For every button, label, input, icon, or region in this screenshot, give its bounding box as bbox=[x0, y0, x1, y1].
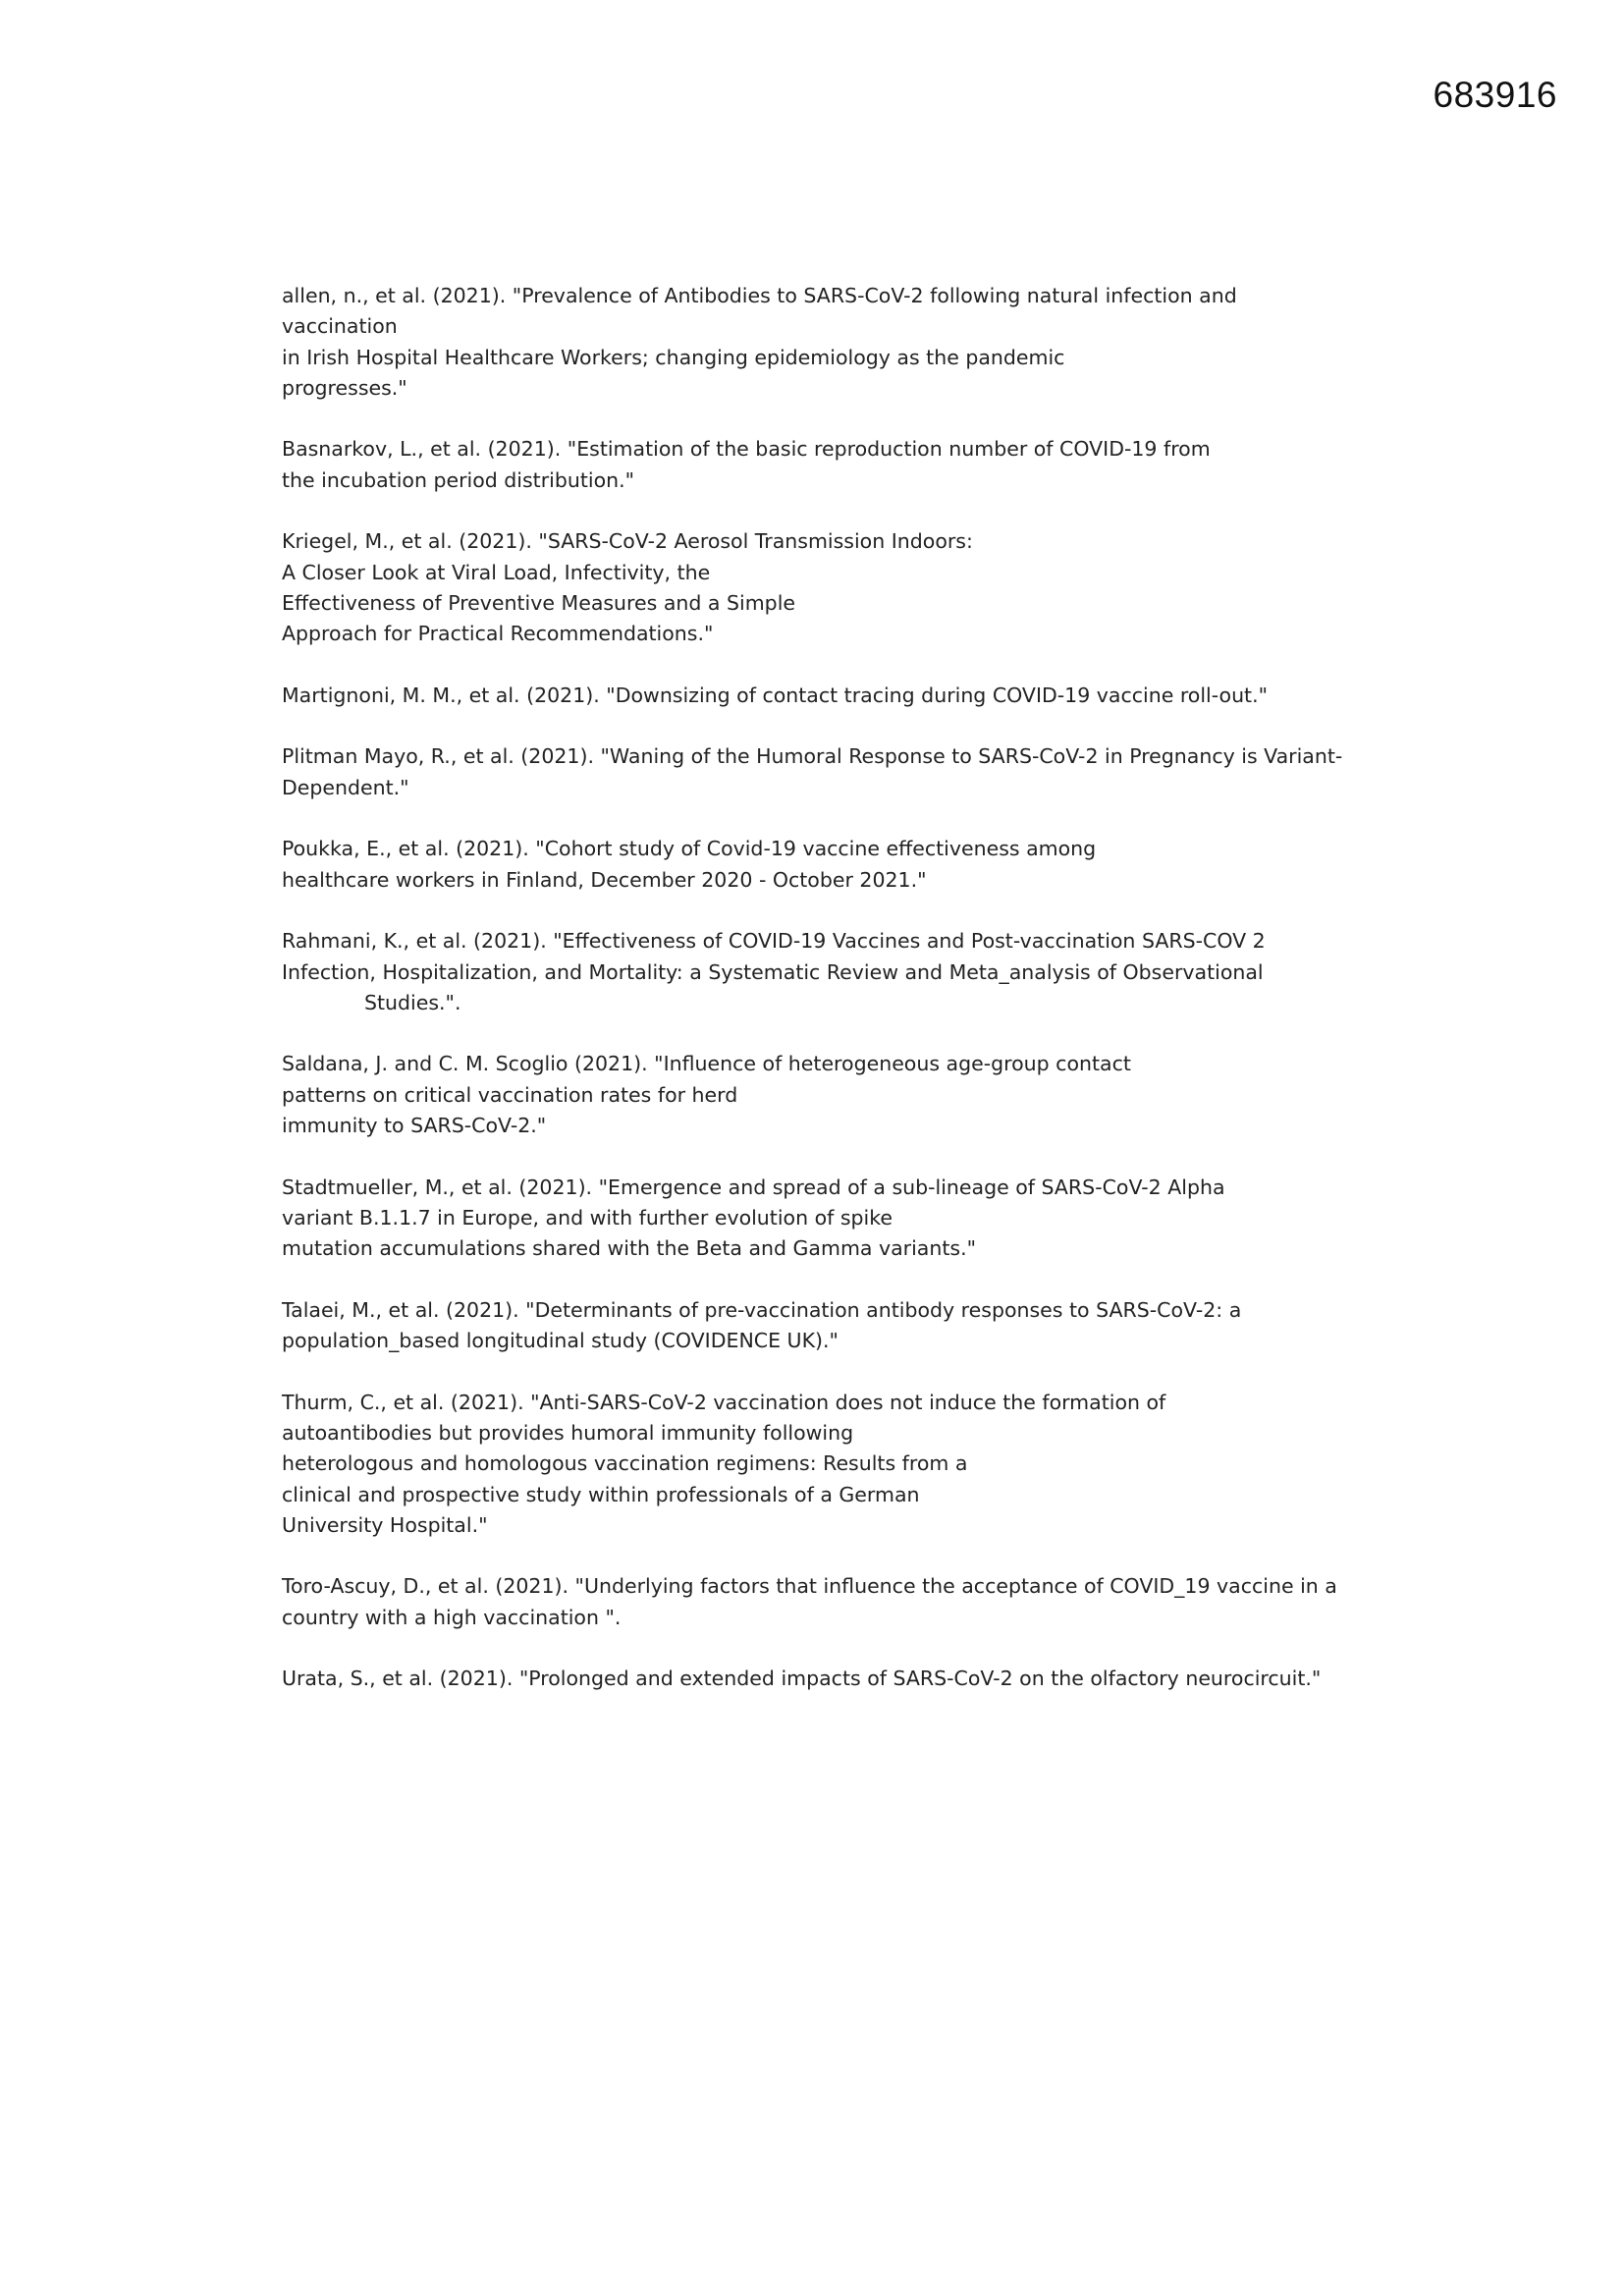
reference-line: patterns on critical vaccination rates for herd bbox=[282, 1082, 738, 1107]
reference-line: the incubation period distribution." bbox=[282, 467, 635, 492]
reference-line: progresses." bbox=[282, 375, 407, 400]
reference-entry bbox=[282, 1173, 1381, 1265]
reference-line: Martignoni, M. M., et al. (2021). "Downsizing of contact tracing during COVID-19 vaccine roll-out." bbox=[282, 683, 1269, 707]
reference-entry bbox=[282, 926, 1381, 1018]
reference-entry bbox=[282, 681, 1381, 711]
reference-line: allen, n., et al. (2021). "Prevalence of Antibodies to SARS-CoV-2 following natural infection and bbox=[282, 284, 1237, 307]
reference-line: Basnarkov, L., et al. (2021). "Estimation of the basic reproduction number of COVID-19 from bbox=[282, 437, 1211, 462]
reference-entry bbox=[282, 1295, 1381, 1357]
reference-list bbox=[282, 281, 1381, 1725]
reference-line: Approach for Practical Recommendations." bbox=[282, 622, 714, 646]
reference-line: population_based longitudinal study (COVIDENCE UK)." bbox=[282, 1329, 839, 1353]
reference-entry bbox=[282, 1049, 1381, 1141]
reference-line: Thurm, C., et al. (2021). "Anti-SARS-CoV-2 vaccination does not induce the formation of bbox=[282, 1390, 1166, 1414]
reference-line: Infection, Hospitalization, and Mortality: a Systematic Review and Meta_analysis of Observational bbox=[282, 959, 1264, 984]
reference-line: Toro-Ascuy, D., et al. (2021). "Underlying factors that influence the acceptance of COVID_19 vaccine in a bbox=[282, 1574, 1337, 1599]
reference-line: immunity to SARS-CoV-2." bbox=[282, 1114, 547, 1138]
reference-line: Poukka, E., et al. (2021). "Cohort study of Covid-19 vaccine effectiveness among bbox=[282, 837, 1097, 861]
reference-entry bbox=[282, 281, 1381, 404]
reference-entry bbox=[282, 1571, 1381, 1633]
reference-line: Stadtmueller, M., et al. (2021). "Emergence and spread of a sub-lineage of SARS-CoV-2 Alpha bbox=[282, 1175, 1225, 1199]
reference-line: in Irish Hospital Healthcare Workers; changing epidemiology as the pandemic bbox=[282, 345, 1065, 369]
reference-line: A Closer Look at Viral Load, Infectivity, the bbox=[282, 560, 711, 584]
reference-line: healthcare workers in Finland, December 2020 - October 2021." bbox=[282, 867, 927, 892]
reference-line: Saldana, J. and C. M. Scoglio (2021). "Influence of heterogeneous age-group contact bbox=[282, 1052, 1131, 1076]
reference-line: Kriegel, M., et al. (2021). "SARS-CoV-2 Aerosol Transmission Indoors: bbox=[282, 529, 973, 554]
reference-line: Talaei, M., et al. (2021). "Determinants of pre-vaccination antibody responses to SARS-CoV-2: a bbox=[282, 1297, 1242, 1322]
reference-line: Urata, S., et al. (2021). "Prolonged and extended impacts of SARS-CoV-2 on the olfactory neurocircuit." bbox=[282, 1667, 1322, 1691]
reference-entry bbox=[282, 434, 1381, 496]
reference-line: Studies.". bbox=[364, 990, 461, 1014]
reference-line: mutation accumulations shared with the Beta and Gamma variants." bbox=[282, 1236, 977, 1261]
reference-line: Rahmani, K., et al. (2021). "Effectiveness of COVID-19 Vaccines and Post-vaccination SARS-COV 2 bbox=[282, 929, 1266, 954]
reference-line: Plitman Mayo, R., et al. (2021). "Waning of the Humoral Response to SARS-CoV-2 in Pregnancy is Variant- bbox=[282, 744, 1343, 769]
reference-line: variant B.1.1.7 in Europe, and with further evolution of spike bbox=[282, 1205, 893, 1230]
reference-line: heterologous and homologous vaccination regimens: Results from a bbox=[282, 1451, 968, 1476]
reference-entry bbox=[282, 741, 1381, 803]
reference-entry bbox=[282, 1388, 1381, 1541]
reference-entry bbox=[282, 526, 1381, 649]
reference-line: clinical and prospective study within professionals of a German bbox=[282, 1482, 920, 1506]
reference-line: country with a high vaccination ". bbox=[282, 1605, 622, 1629]
reference-entry bbox=[282, 1664, 1381, 1694]
reference-line: University Hospital." bbox=[282, 1512, 488, 1537]
reference-line: autoantibodies but provides humoral immunity following bbox=[282, 1420, 854, 1445]
reference-line: Effectiveness of Preventive Measures and a Simple bbox=[282, 590, 796, 615]
reference-line: Dependent." bbox=[282, 775, 409, 799]
reference-line: vaccination bbox=[282, 314, 398, 339]
reference-entry bbox=[282, 834, 1381, 896]
page-number: 683916 bbox=[1433, 75, 1557, 115]
